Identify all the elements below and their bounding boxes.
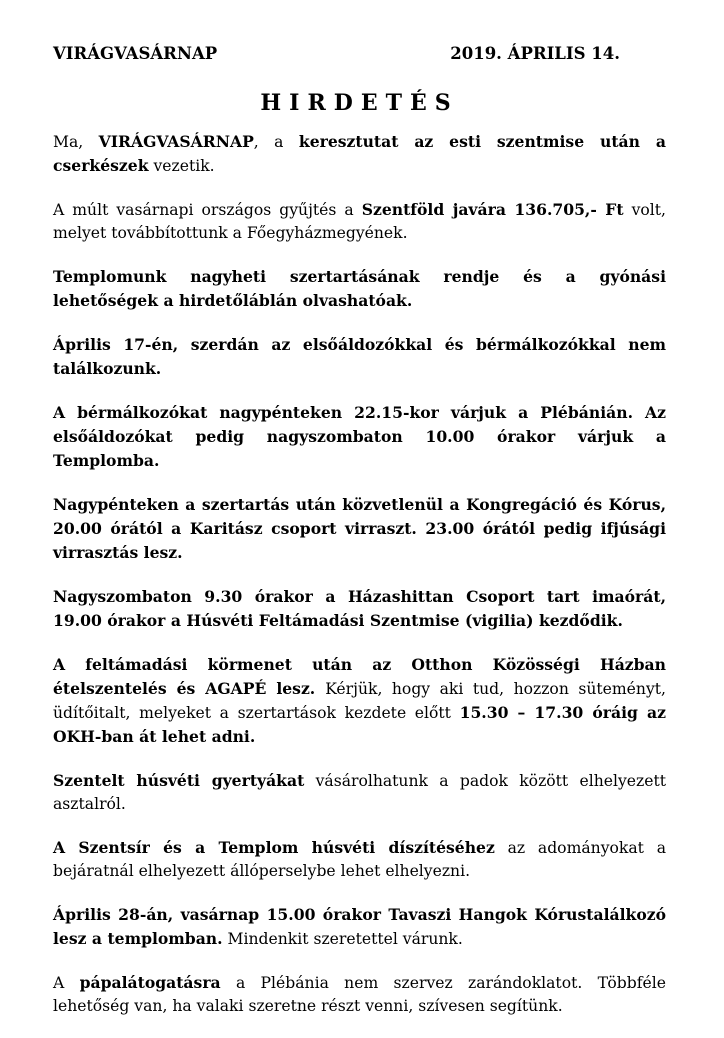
announcement-paragraph bbox=[53, 585, 666, 633]
text: Mindenkit szeretettel várunk. bbox=[222, 930, 463, 948]
header-date: 2019. ÁPRILIS 14. bbox=[450, 44, 620, 63]
bold-text: Nagypénteken a szertartás után közvetlenül a Kongregáció és Kórus, 20.00 órától a Karitász csoport virraszt. 23.00 órától pedig ifjúsági virrasztás lesz. bbox=[53, 495, 666, 562]
page-title: HIRDETÉS bbox=[260, 90, 459, 116]
bold-text: pápalátogatásra bbox=[79, 973, 221, 992]
header-day-name: VIRÁGVASÁRNAP bbox=[53, 44, 218, 63]
announcement-paragraph bbox=[53, 653, 666, 749]
text: az adományokat a bejáratnál elhelyezett állóperselybe lehet elhelyezni. bbox=[53, 839, 666, 880]
bold-text: keresztutat az esti szentmise után a cserkészek bbox=[53, 132, 666, 175]
announcement-paragraph bbox=[53, 903, 666, 951]
bold-text: A bérmálkozókat nagypénteken 22.15-kor várjuk a Plébánián. Az elsőáldozókat pedig nagyszombaton 10.00 órakor várjuk a Templomba. bbox=[53, 403, 666, 470]
bold-text: A Szentsír és a Templom húsvéti díszítéséhez bbox=[53, 838, 495, 857]
text: A bbox=[53, 974, 80, 992]
text: A múlt vasárnapi országos gyűjtés a bbox=[53, 201, 362, 219]
bold-text: Április 17-én, szerdán az elsőáldozókkal és bérmálkozókkal nem találkozunk. bbox=[53, 335, 666, 378]
bold-text: Nagyszombaton 9.30 órakor a Házashittan Csoport tart imaórát, 19.00 órakor a Húsvéti Feltámadási Szentmise (vigilia) kezdődik. bbox=[53, 587, 666, 630]
bold-text: Szentföld javára 136.705,- Ft bbox=[361, 200, 624, 219]
text: vásárolhatunk a padok között elhelyezett asztalról. bbox=[53, 772, 666, 813]
announcement-paragraph bbox=[53, 265, 666, 313]
text: Kérjük, hogy aki tud, hozzon süteményt, üdítőitalt, melyeket a szertartások kezdete előtt bbox=[53, 680, 666, 722]
announcement-paragraph bbox=[53, 836, 666, 883]
text: Ma, bbox=[53, 133, 99, 151]
bold-text: A feltámadási körmenet után az Otthon Közösségi Házban ételszentelés és AGAPÉ lesz. bbox=[53, 655, 666, 698]
bold-text: 15.30 – 17.30 óráig az OKH-ban át lehet adni. bbox=[53, 703, 666, 746]
bold-text: Szentelt húsvéti gyertyákat bbox=[53, 771, 305, 790]
announcement-paragraph bbox=[53, 130, 666, 178]
announcement-paragraph bbox=[53, 198, 666, 245]
text: a Plébánia nem szervez zarándoklatot. Többféle lehetőség van, ha valaki szeretne részt venni, szívesen segítünk. bbox=[53, 974, 666, 1015]
bold-text: Templomunk nagyheti szertartásának rendje és a gyónási lehetőségek a hirdetőláblán olvashatóak. bbox=[53, 267, 666, 310]
announcement-paragraph bbox=[53, 493, 666, 565]
announcement-paragraph bbox=[53, 769, 666, 816]
bold-text: VIRÁGVASÁRNAP bbox=[98, 132, 254, 151]
announcement-paragraph bbox=[53, 333, 666, 381]
text: , a bbox=[253, 133, 299, 151]
text: vezetik. bbox=[148, 157, 215, 175]
bold-text: Április 28-án, vasárnap 15.00 órakor Tavaszi Hangok Kórustalálkozó lesz a templomban. bbox=[53, 905, 666, 948]
announcement-paragraph bbox=[53, 971, 666, 1018]
text: volt, melyet továbbítottunk a Főegyházmegyének. bbox=[53, 201, 666, 242]
announcement-list bbox=[53, 130, 666, 1018]
announcement-paragraph bbox=[53, 401, 666, 473]
document-page bbox=[53, 44, 666, 1038]
header-row bbox=[53, 44, 666, 70]
